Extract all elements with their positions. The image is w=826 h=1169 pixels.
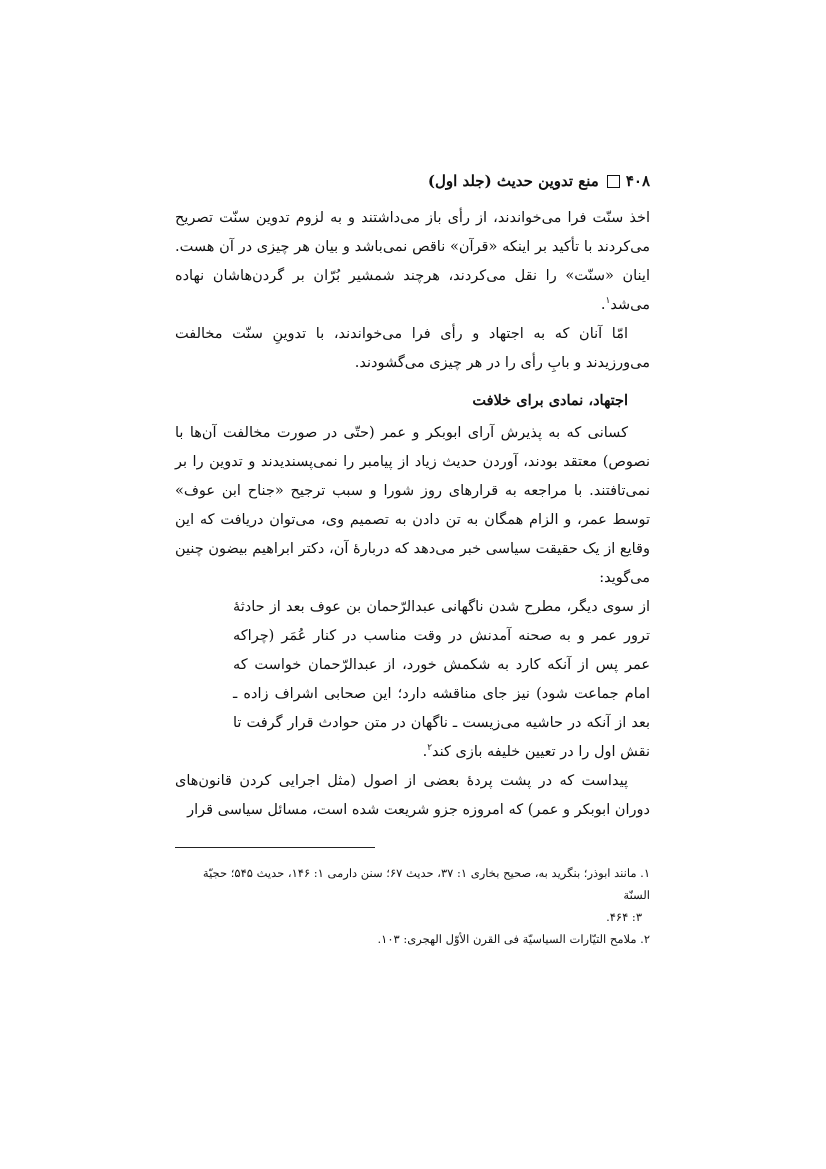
paragraph-1: اخذ سنّت فرا می‌خواندند، از رأی باز می‌داشتند و به لزوم تدوین سنّت تصریح می‌کردند با تأکید بر اینکه «قرآن» ناقص نمی‌باشد و بیان هر چیزی در آن هست. اینان «سنّت» را نقل می‌کردند، هرچند شمشیر بُرّان بر گردن‌هاشان نهاده می‌شد$^۱$.	[175, 210, 650, 313]
running-title: منع تدوین حدیث (جلد اول)	[427, 172, 599, 190]
paragraph-2: امّا آنان که به اجتهاد و رأی فرا می‌خواندند، با تدوینِ سنّت مخالفت می‌ورزیدند و بابِ رأی را در هر چیزی می‌گشودند.	[175, 326, 650, 371]
paragraph-4: پیداست که در پشت پردهٔ بعضی از اصول (مثل اجرایی کردن قانون‌های دوران ابوبکر و عمر) که امروزه جزو شریعت شده است، مسائل سیاسی قرار	[175, 773, 650, 818]
footnote-ref-1[interactable]: ۱	[605, 296, 611, 307]
paragraph-3: کسانی که به پذیرش آرای ابوبکر و عمر (حتّی در صورت مخالفت آن‌ها با نصوص) معتقد بودند، آوردن حدیث زیاد از پیامبر را نمی‌پسندیدند و تدوین را بر نمی‌تافتند. با مراجعه به قرارهای روز شورا و سبب ترجیح «جناح ابن عوف» توسط عمر، و الزام همگان به تن دادن به تصمیم وی، می‌توان دریافت که این وقایع از یک حقیقت سیاسی خبر می‌دهد که دربارهٔ آن، دکتر ابراهیم بیضون چنین می‌گوید:	[175, 425, 650, 586]
page-number: ۴۰۸	[625, 172, 650, 190]
footnote-1-line-2: ۳: ۴۶۴.	[606, 910, 642, 924]
footnote-1-line-1: ۱. مانند ابوذر؛ بنگرید به، صحیح بخاری ۱: ۳۷، حدیث ۶۷؛ سنن دارمی ۱: ۱۴۶، حدیث ۵۴۵؛ حجیّة السنّة	[202, 866, 650, 902]
footnote-divider	[175, 847, 375, 848]
footnote-1	[175, 862, 650, 928]
square-ornament-icon	[607, 175, 620, 188]
block-quote: از سوی دیگر، مطرح شدن ناگهانی عبدالرّحمان بن عوف بعد از حادثهٔ ترور عمر و به صحنه آمدنش در وقت مناسب در کنار عُمَر (چراکه عمر پس از آنکه کارد به شکمش خورد، از عبدالرّحمان خواست که امام جماعت شود) نیز جای مناقشه دارد؛ این صحابی اشراف زاده ـ بعد از آنکه در حاشیه می‌زیست ـ ناگهان در متن حوادث قرار گرفت تا نقش اول را در تعیین خلیفه بازی کند$^۲$.	[233, 599, 650, 760]
running-header	[175, 168, 650, 194]
block-quote-text: از سوی دیگر، مطرح شدن ناگهانی عبدالرّحمان بن عوف بعد از حادثهٔ ترور عمر و به صحنه آمدنش در وقت مناسب در کنار عُمَر (چراکه عمر پس از آنکه کارد به شکمش خورد، از عبدالرّحمان خواست که امام جماعت شود) نیز جای مناقشه دارد؛ این صحابی اشراف زاده ـ بعد از آنکه در حاشیه می‌زیست ـ ناگهان در متن حوادث قرار گرفت تا نقش اول را در تعیین خلیفه بازی کند	[233, 599, 650, 760]
section-title: اجتهاد، نمادی برای خلافت	[472, 392, 628, 409]
paragraph-1-text: اخذ سنّت فرا می‌خواندند، از رأی باز می‌داشتند و به لزوم تدوین سنّت تصریح می‌کردند با تأکید بر اینکه «قرآن» ناقص نمی‌باشد و بیان هر چیزی در آن هست. اینان «سنّت» را نقل می‌کردند، هرچند شمشیر بُرّان بر گردن‌هاشان نهاده می‌شد	[175, 210, 650, 313]
footnote-2: ۲. ملامح التیّارات السیاسیّة فی القرن الأوّل الهجری: ۱۰۳.	[377, 932, 650, 946]
book-page	[175, 168, 650, 950]
footnote-ref-2[interactable]: ۲	[427, 743, 433, 754]
